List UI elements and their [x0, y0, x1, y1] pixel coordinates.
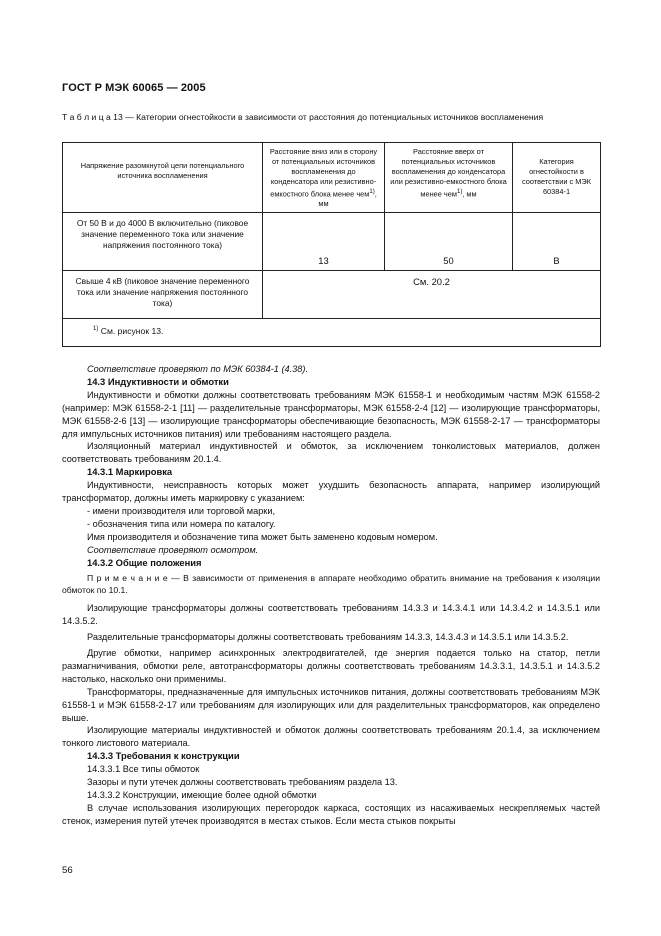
section-heading: 14.3 Индуктивности и обмотки: [87, 375, 229, 387]
col-header-category: Категория огнестойкости в соответствии с МЭК 60384-1: [521, 157, 592, 196]
paragraph: 14.3.3.1 Все типы обмоток: [87, 764, 200, 775]
paragraph: Индуктивности и обмотки должны соответствовать требованиям МЭК 61558-1 и необходимым частям МЭК 61558-2 (например: МЭК 61558-2-1 [11] — разделительные трансформаторы, МЭК 61558-2-4 [12] — изолирующие трансформаторы, МЭК 61558-2-6 [13] — изолирующие трансформаторы обеспечивающие безопасность, МЭК 61558-2-17 — трансформаторы для импульсных источников питания) или требованиям настоящего раздела.: [62, 389, 600, 439]
paragraph: Трансформаторы, предназначенные для импульсных источников питания, должны соответствовать требованиям МЭК 61558-1 и МЭК 61558-2-17 или требованиям для изолирующих или для разделительных трансформаторов, как определено выше.: [62, 686, 600, 723]
cell-category-value: B: [553, 255, 560, 267]
col-header-distance-up: Расстояние вверх от потенциальных источников воспламенения до конденсатора или резистивно-емкостного блока менее чем: [390, 147, 507, 199]
col-header-distance-down: Расстояние вниз или в сторону от потенциальных источников воспламенения до конденсатора или резистивно-емкостного блока менее чем: [269, 147, 378, 199]
footnote-mark: 1): [456, 189, 463, 195]
footnote-mark: 1): [369, 189, 375, 195]
page-header: ГОСТ Р МЭК 60065 — 2005: [62, 82, 206, 94]
footnote-mark: 1): [93, 326, 99, 333]
paragraph: Изоляционный материал индуктивностей и обмоток, за исключением тонколистовых материалов, должен соответствовать требованиям 20.1.4.: [62, 441, 600, 465]
table-caption: Т а б л и ц а 13 — Категории огнестойкости в зависимости от расстояния до потенциальных источников воспламенения: [62, 112, 544, 122]
list-item: - обозначения типа или номера по каталогу.: [87, 518, 276, 529]
paragraph: Имя производителя и обозначение типа может быть заменено кодовым номером.: [87, 531, 438, 542]
cell-down-value: 13: [318, 255, 329, 267]
paragraph: Разделительные трансформаторы должны соответствовать требованиям 14.3.3, 14.3.4.3 и 14.3.5.1 или 14.3.5.2.: [87, 632, 569, 643]
page-number: 56: [62, 865, 73, 876]
cell-merged-value: См. 20.2: [413, 276, 450, 288]
table-footnote: См. рисунок 13.: [100, 326, 164, 337]
section-heading: 14.3.1 Маркировка: [87, 466, 173, 478]
paragraph: Другие обмотки, например асинхронных электродвигателей, где энергия подается только на статор, петли размагничивания, обмотки реле, автотрансформаторы должны соответствовать требованиям 14.3.3.1, 14.3.5.1 и 14.3.5.2 настолько, насколько они применимы.: [62, 648, 600, 684]
row-label: От 50 В и до 4000 В включительно (пиковое значение переменного тока или значение напряжения постоянного тока): [76, 218, 249, 251]
table-header-row: [63, 143, 601, 213]
paragraph: Изолирующие материалы индуктивностей и обмоток должны соответствовать требованиям 20.1.4, за исключением тонкого листового материала.: [62, 725, 600, 749]
col-header-unit: , мм: [462, 189, 477, 199]
col-header-unit: , мм: [318, 189, 377, 209]
row-label: Свыше 4 кВ (пиковое значение переменного тока или значение напряжения постоянного тока): [75, 276, 250, 309]
paragraph: Зазоры и пути утечек должны соответствовать требованиям раздела 13.: [87, 777, 398, 788]
paragraph: Изолирующие трансформаторы должны соответствовать требованиям 14.3.3 и 14.3.4.1 или 14.3.4.2 и 14.3.5.1 или 14.3.5.2.: [62, 603, 600, 627]
col-header-voltage: Напряжение разомкнутой цепи потенциального источника воспламенения: [80, 161, 245, 180]
section-heading: 14.3.3 Требования к конструкции: [87, 750, 240, 762]
section-heading: 14.3.2 Общие положения: [87, 556, 202, 568]
paragraph: Соответствие проверяют осмотром.: [87, 544, 259, 555]
fire-category-table: [62, 142, 601, 347]
table-row: [63, 213, 601, 271]
list-item: - имени производителя или торговой марки,: [87, 505, 276, 516]
cell-up-value: 50: [443, 255, 454, 267]
paragraph: Соответствие проверяют по МЭК 60384-1 (4.38).: [87, 364, 309, 374]
paragraph: В случае использования изолирующих перегородок каркаса, состоящих из насаживаемых нескрепляемых частей стенок, измерения путей утечек производятся в местах стыков. Если места стыков покрыты: [62, 802, 600, 826]
note: П р и м е ч а н и е — В зависимости от применения в аппарате необходимо обратить внимание на требования к изоляции обмоток по 10.1.: [62, 572, 600, 596]
paragraph: Индуктивности, неисправность которых может ухудшить безопасность аппарата, например изолирующий трансформатор, должны иметь маркировку с указанием:: [62, 480, 600, 504]
body-text: [62, 363, 600, 828]
table-footnote-row: [63, 319, 601, 347]
paragraph: 14.3.3.2 Конструкции, имеющие более одной обмотки: [87, 790, 317, 800]
table-row: [63, 271, 601, 319]
